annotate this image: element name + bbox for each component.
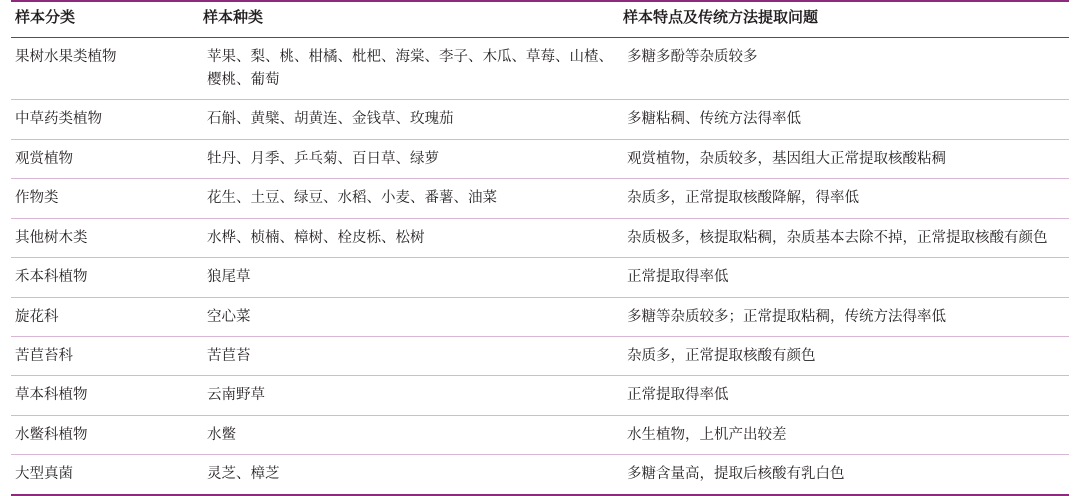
cell-category: 中草药类植物 (11, 100, 199, 139)
table-header-row (11, 1, 1069, 38)
cell-features: 杂质极多，核提取粘稠，杂质基本去除不掉，正常提取核酸有颜色 (619, 218, 1069, 257)
column-header-category: 样本分类 (11, 1, 199, 38)
cell-features: 正常提取得率低 (619, 258, 1069, 297)
cell-features: 多糖含量高，提取后核酸有乳白色 (619, 455, 1069, 495)
column-header-species: 样本种类 (199, 1, 619, 38)
table-row (11, 218, 1069, 257)
table-row (11, 297, 1069, 336)
cell-features: 观赏植物，杂质较多，基因组大正常提取核酸粘稠 (619, 139, 1069, 178)
table-row (11, 337, 1069, 376)
cell-species: 空心菜 (199, 297, 619, 336)
cell-category: 水鳖科植物 (11, 415, 199, 454)
cell-species: 花生、土豆、绿豆、水稻、小麦、番薯、油菜 (199, 179, 619, 218)
cell-features: 多糖多酚等杂质较多 (619, 38, 1069, 100)
cell-category: 大型真菌 (11, 455, 199, 495)
table-row (11, 139, 1069, 178)
table-row (11, 415, 1069, 454)
cell-category: 观赏植物 (11, 139, 199, 178)
cell-species: 云南野草 (199, 376, 619, 415)
table-row (11, 100, 1069, 139)
cell-category: 作物类 (11, 179, 199, 218)
table-header (11, 1, 1069, 38)
cell-species: 水桦、桢楠、樟树、栓皮栎、松树 (199, 218, 619, 257)
table-row (11, 455, 1069, 495)
cell-species: 苹果、梨、桃、柑橘、枇杷、海棠、李子、木瓜、草莓、山楂、樱桃、葡萄 (199, 38, 619, 100)
cell-species: 狼尾草 (199, 258, 619, 297)
cell-category: 果树水果类植物 (11, 38, 199, 100)
column-header-features: 样本特点及传统方法提取问题 (619, 1, 1069, 38)
cell-features: 多糖等杂质较多；正常提取粘稠，传统方法得率低 (619, 297, 1069, 336)
cell-features: 杂质多，正常提取核酸降解，得率低 (619, 179, 1069, 218)
cell-species: 水鳖 (199, 415, 619, 454)
sample-classification-table (11, 0, 1069, 496)
table-row (11, 38, 1069, 100)
cell-category: 禾本科植物 (11, 258, 199, 297)
cell-features: 多糖粘稠、传统方法得率低 (619, 100, 1069, 139)
table-row (11, 258, 1069, 297)
table-row (11, 179, 1069, 218)
cell-species: 灵芝、樟芝 (199, 455, 619, 495)
cell-category: 苦苣苔科 (11, 337, 199, 376)
cell-category: 旋花科 (11, 297, 199, 336)
cell-features: 水生植物，上机产出较差 (619, 415, 1069, 454)
cell-category: 草本科植物 (11, 376, 199, 415)
cell-species: 牡丹、月季、乒乓菊、百日草、绿萝 (199, 139, 619, 178)
cell-features: 杂质多，正常提取核酸有颜色 (619, 337, 1069, 376)
cell-features: 正常提取得率低 (619, 376, 1069, 415)
cell-species: 苦苣苔 (199, 337, 619, 376)
table-body (11, 38, 1069, 495)
table-row (11, 376, 1069, 415)
cell-species: 石斛、黄檗、胡黄连、金钱草、玫瑰茄 (199, 100, 619, 139)
cell-category: 其他树木类 (11, 218, 199, 257)
